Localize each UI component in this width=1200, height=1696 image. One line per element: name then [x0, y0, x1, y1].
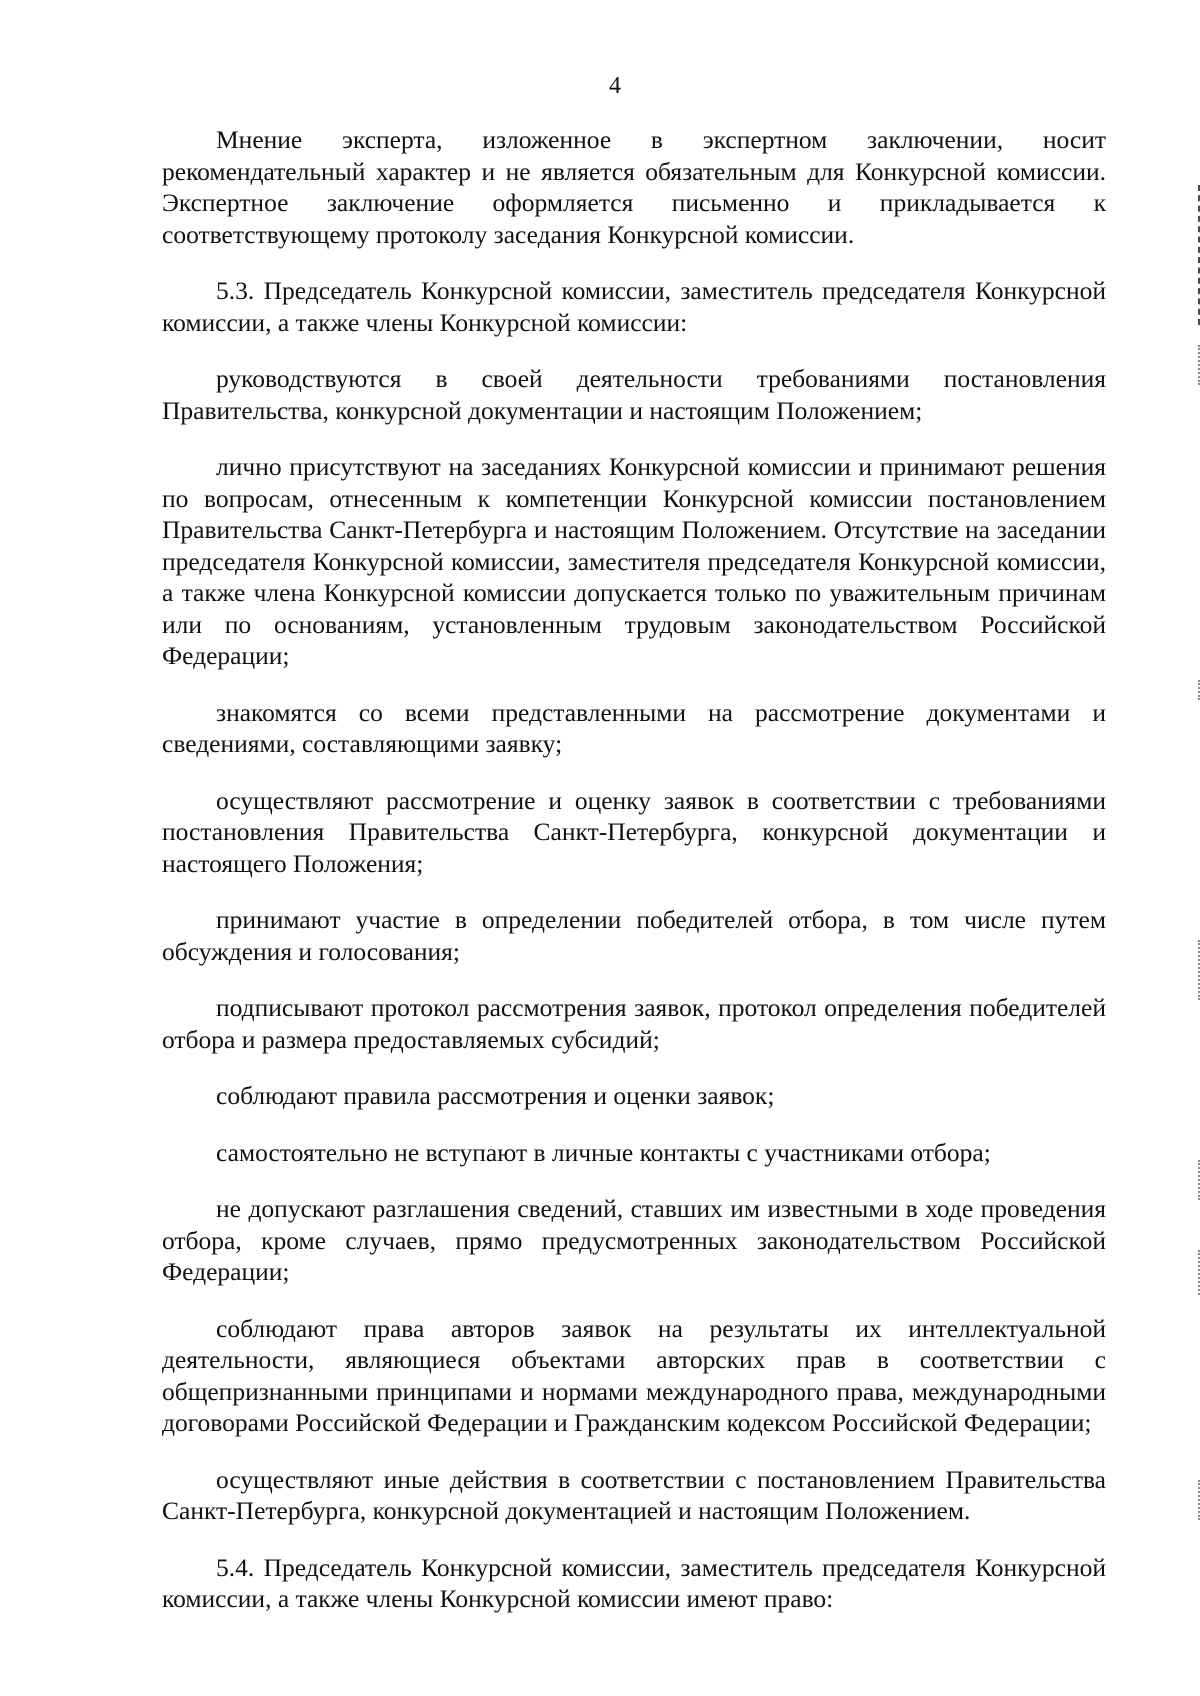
scan-edge-mark — [1190, 1160, 1200, 1200]
paragraph-no-contacts: самостоятельно не вступают в личные контакты с участниками отбора; — [216, 1137, 991, 1167]
scan-edge-mark — [1190, 345, 1200, 385]
paragraph-author-rights: соблюдают права авторов заявок на результаты их интеллектуальной деятельности, являющиеся объектами авторских прав в соответствии с общепризнанными принципами и нормами международного права, международными договорами Российской Федерации и Гражданским кодексом Российской Федерации; — [162, 1313, 1106, 1437]
document-body — [162, 124, 1106, 1615]
scan-edge-mark — [1190, 1480, 1200, 1520]
scan-edge-mark — [1190, 1250, 1200, 1295]
paragraph-section-5-4: 5.4. Председатель Конкурсной комиссии, заместитель председателя Конкурсной комиссии, а также члены Конкурсной комиссии имеют право: — [162, 1552, 1106, 1613]
paragraph-attend-meetings: лично присутствуют на заседаниях Конкурсной комиссии и принимают решения по вопросам, отнесенным к компетенции Конкурсной комиссии постановлением Правительства Санкт-Петербурга и настоящим Положением. Отсутствие на заседании председателя Конкурсной комиссии, заместителя председателя Конкурсной комиссии, а также члена Конкурсной комиссии допускается только по уважительным причинам или по основаниям, установленным трудовым законодательством Российской Федерации; — [162, 452, 1106, 670]
paragraph-guided-by: руководствуются в своей деятельности требованиями постановления Правительства, конкурсной документации и настоящим Положением; — [162, 364, 1106, 425]
paragraph-section-5-3: 5.3. Председатель Конкурсной комиссии, заместитель председателя Конкурсной комиссии, а также члены Конкурсной комиссии: — [162, 276, 1106, 337]
paragraph-follow-rules: соблюдают правила рассмотрения и оценки заявок; — [216, 1081, 775, 1110]
scan-edge-mark — [1190, 185, 1200, 325]
paragraph-other-actions: осуществляют иные действия в соответствии с постановлением Правительства Санкт-Петербурга, конкурсной документацией и настоящим Положением. — [162, 1464, 1106, 1525]
paragraph-evaluate-applications: осуществляют рассмотрение и оценку заявок в соответствии с требованиями постановления Правительства Санкт-Петербурга, конкурсной документации и настоящего Положения; — [162, 785, 1106, 878]
scan-edge-mark — [1190, 940, 1200, 1000]
paragraph-sign-protocols: подписывают протокол рассмотрения заявок, протокол определения победителей отбора и размера предоставляемых субсидий; — [162, 993, 1106, 1054]
paragraph-expert-opinion: Мнение эксперта, изложенное в экспертном заключении, носит рекомендательный характер и не является обязательным для Конкурсной комиссии. Экспертное заключение оформляется письменно и прикладывается к соответствующему протоколу заседания Конкурсной комиссии. — [162, 125, 1106, 249]
paragraph-review-documents: знакомятся со всеми представленными на рассмотрение документами и сведениями, составляющими заявку; — [162, 697, 1106, 758]
scan-edge-mark — [1190, 680, 1200, 700]
paragraph-non-disclosure: не допускают разглашения сведений, ставших им известными в ходе проведения отбора, кроме случаев, прямо предусмотренных законодательством Российской Федерации; — [162, 1194, 1106, 1286]
paragraph-determine-winners: принимают участие в определении победителей отбора, в том числе путем обсуждения и голосования; — [162, 905, 1106, 966]
page-number: 4 — [609, 73, 621, 99]
